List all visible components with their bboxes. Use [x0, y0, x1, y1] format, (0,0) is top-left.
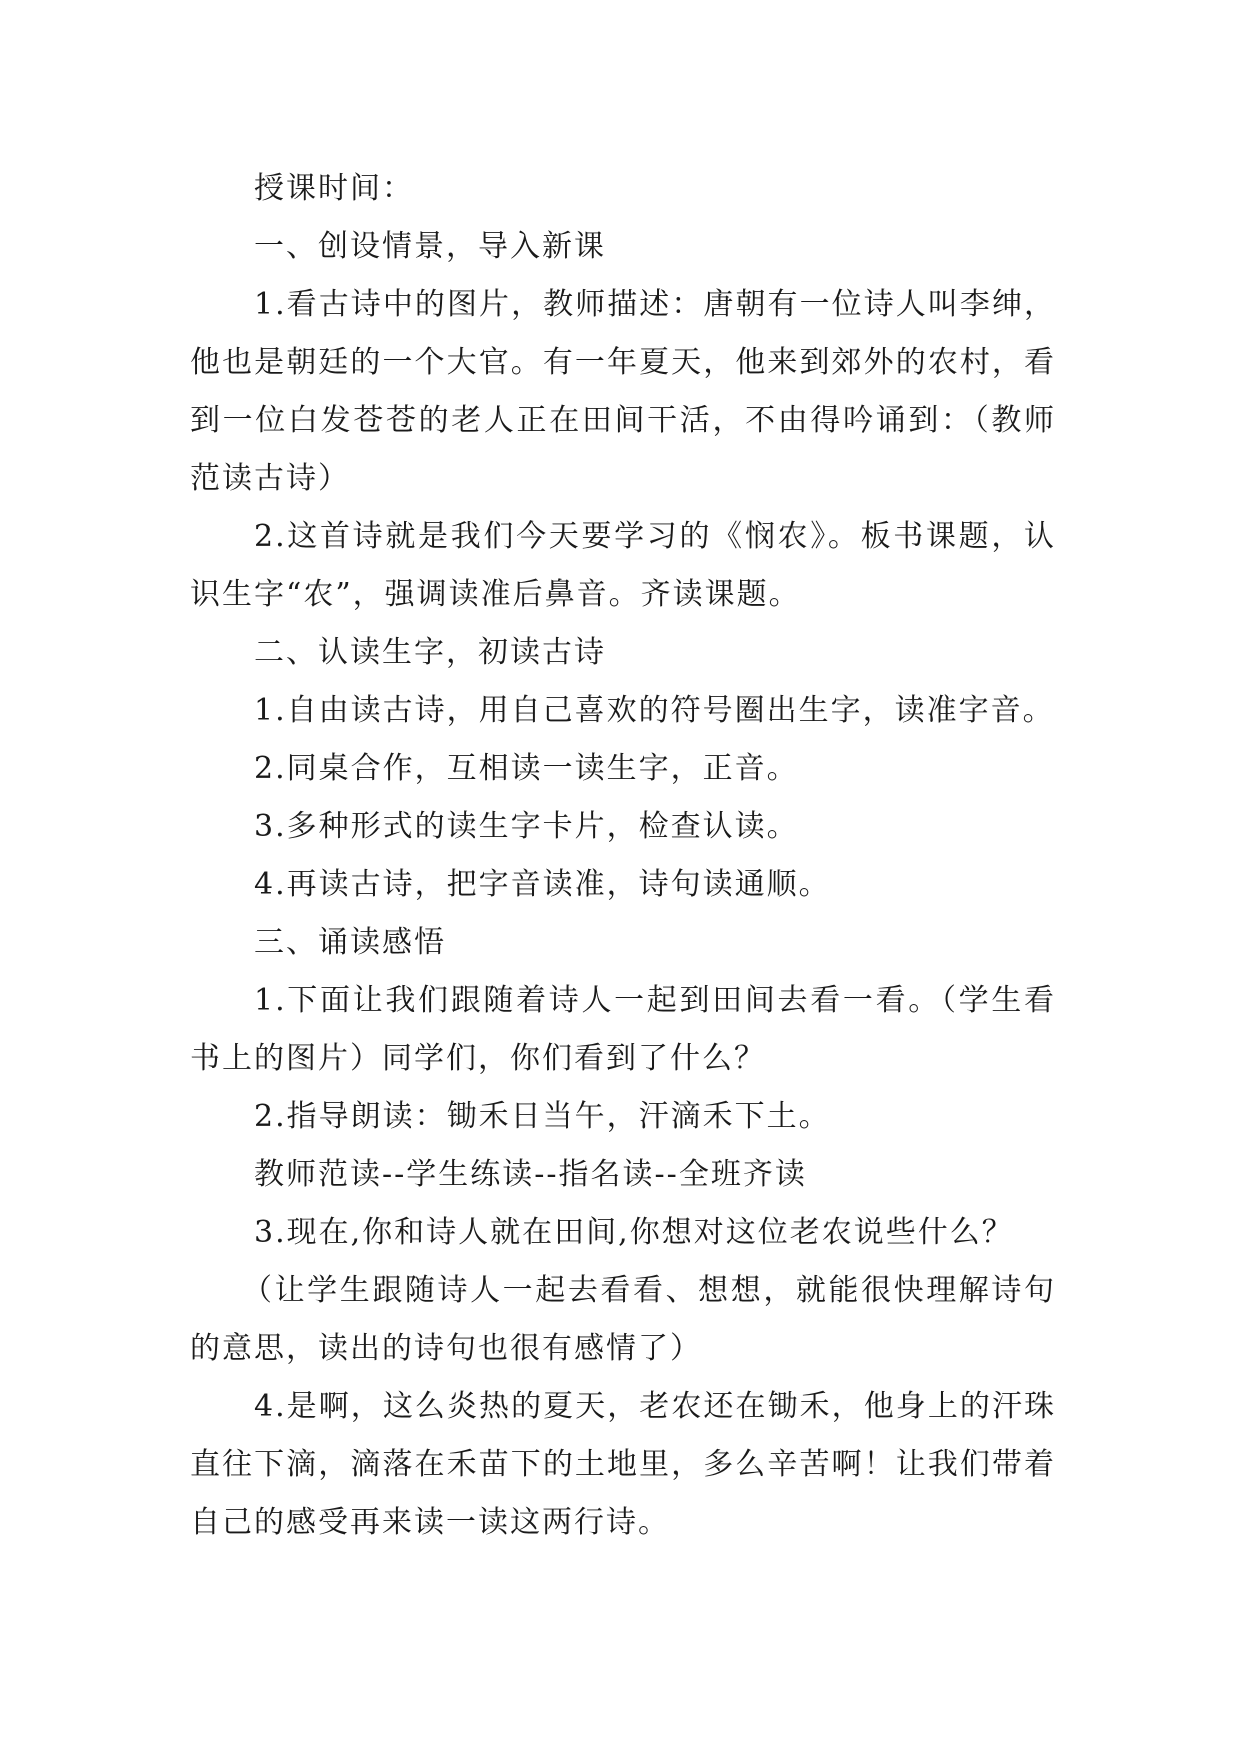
paragraph: 1.看古诗中的图片，教师描述：唐朝有一位诗人叫李绅，他也是朝廷的一个大官。有一年夏天，他来到郊外的农村，看到一位白发苍苍的老人正在田间干活，不由得吟诵到：（教师范读古诗）	[190, 287, 1056, 496]
paragraph: 4.是啊，这么炎热的夏天，老农还在锄禾，他身上的汗珠直往下滴，滴落在禾苗下的土地里，多么辛苦啊！让我们带着自己的感受再来读一读这两行诗。	[190, 1389, 1056, 1540]
lesson-time-label: 授课时间：	[254, 171, 414, 206]
paragraph: 2.指导朗读：锄禾日当午，汗滴禾下土。	[254, 1099, 831, 1134]
section-heading-3: 三、诵读感悟	[254, 925, 446, 960]
document-body	[190, 160, 1056, 1552]
paragraph: 2.这首诗就是我们今天要学习的《悯农》。板书课题，认识生字“农”，强调读准后鼻音。齐读课题。	[190, 519, 1056, 612]
paragraph: 1.自由读古诗，用自己喜欢的符号圈出生字，读准字音。	[254, 693, 1055, 728]
paragraph: 4.再读古诗，把字音读准，诗句读通顺。	[254, 867, 831, 902]
paragraph: 3.现在,你和诗人就在田间,你想对这位老农说些什么？	[254, 1215, 1014, 1250]
paragraph: 2.同桌合作，互相读一读生字，正音。	[254, 751, 799, 786]
paragraph: 1.下面让我们跟随着诗人一起到田间去看一看。（学生看书上的图片）同学们，你们看到了什么？	[190, 983, 1056, 1076]
paragraph-note: （让学生跟随诗人一起去看看、想想，就能很快理解诗句的意思，读出的诗句也很有感情了）	[190, 1273, 1056, 1366]
section-heading-2: 二、认读生字，初读古诗	[254, 635, 606, 670]
section-heading-1: 一、创设情景，导入新课	[254, 229, 606, 264]
paragraph: 3.多种形式的读生字卡片，检查认读。	[254, 809, 799, 844]
paragraph: 教师范读--学生练读--指名读--全班齐读	[254, 1157, 807, 1192]
